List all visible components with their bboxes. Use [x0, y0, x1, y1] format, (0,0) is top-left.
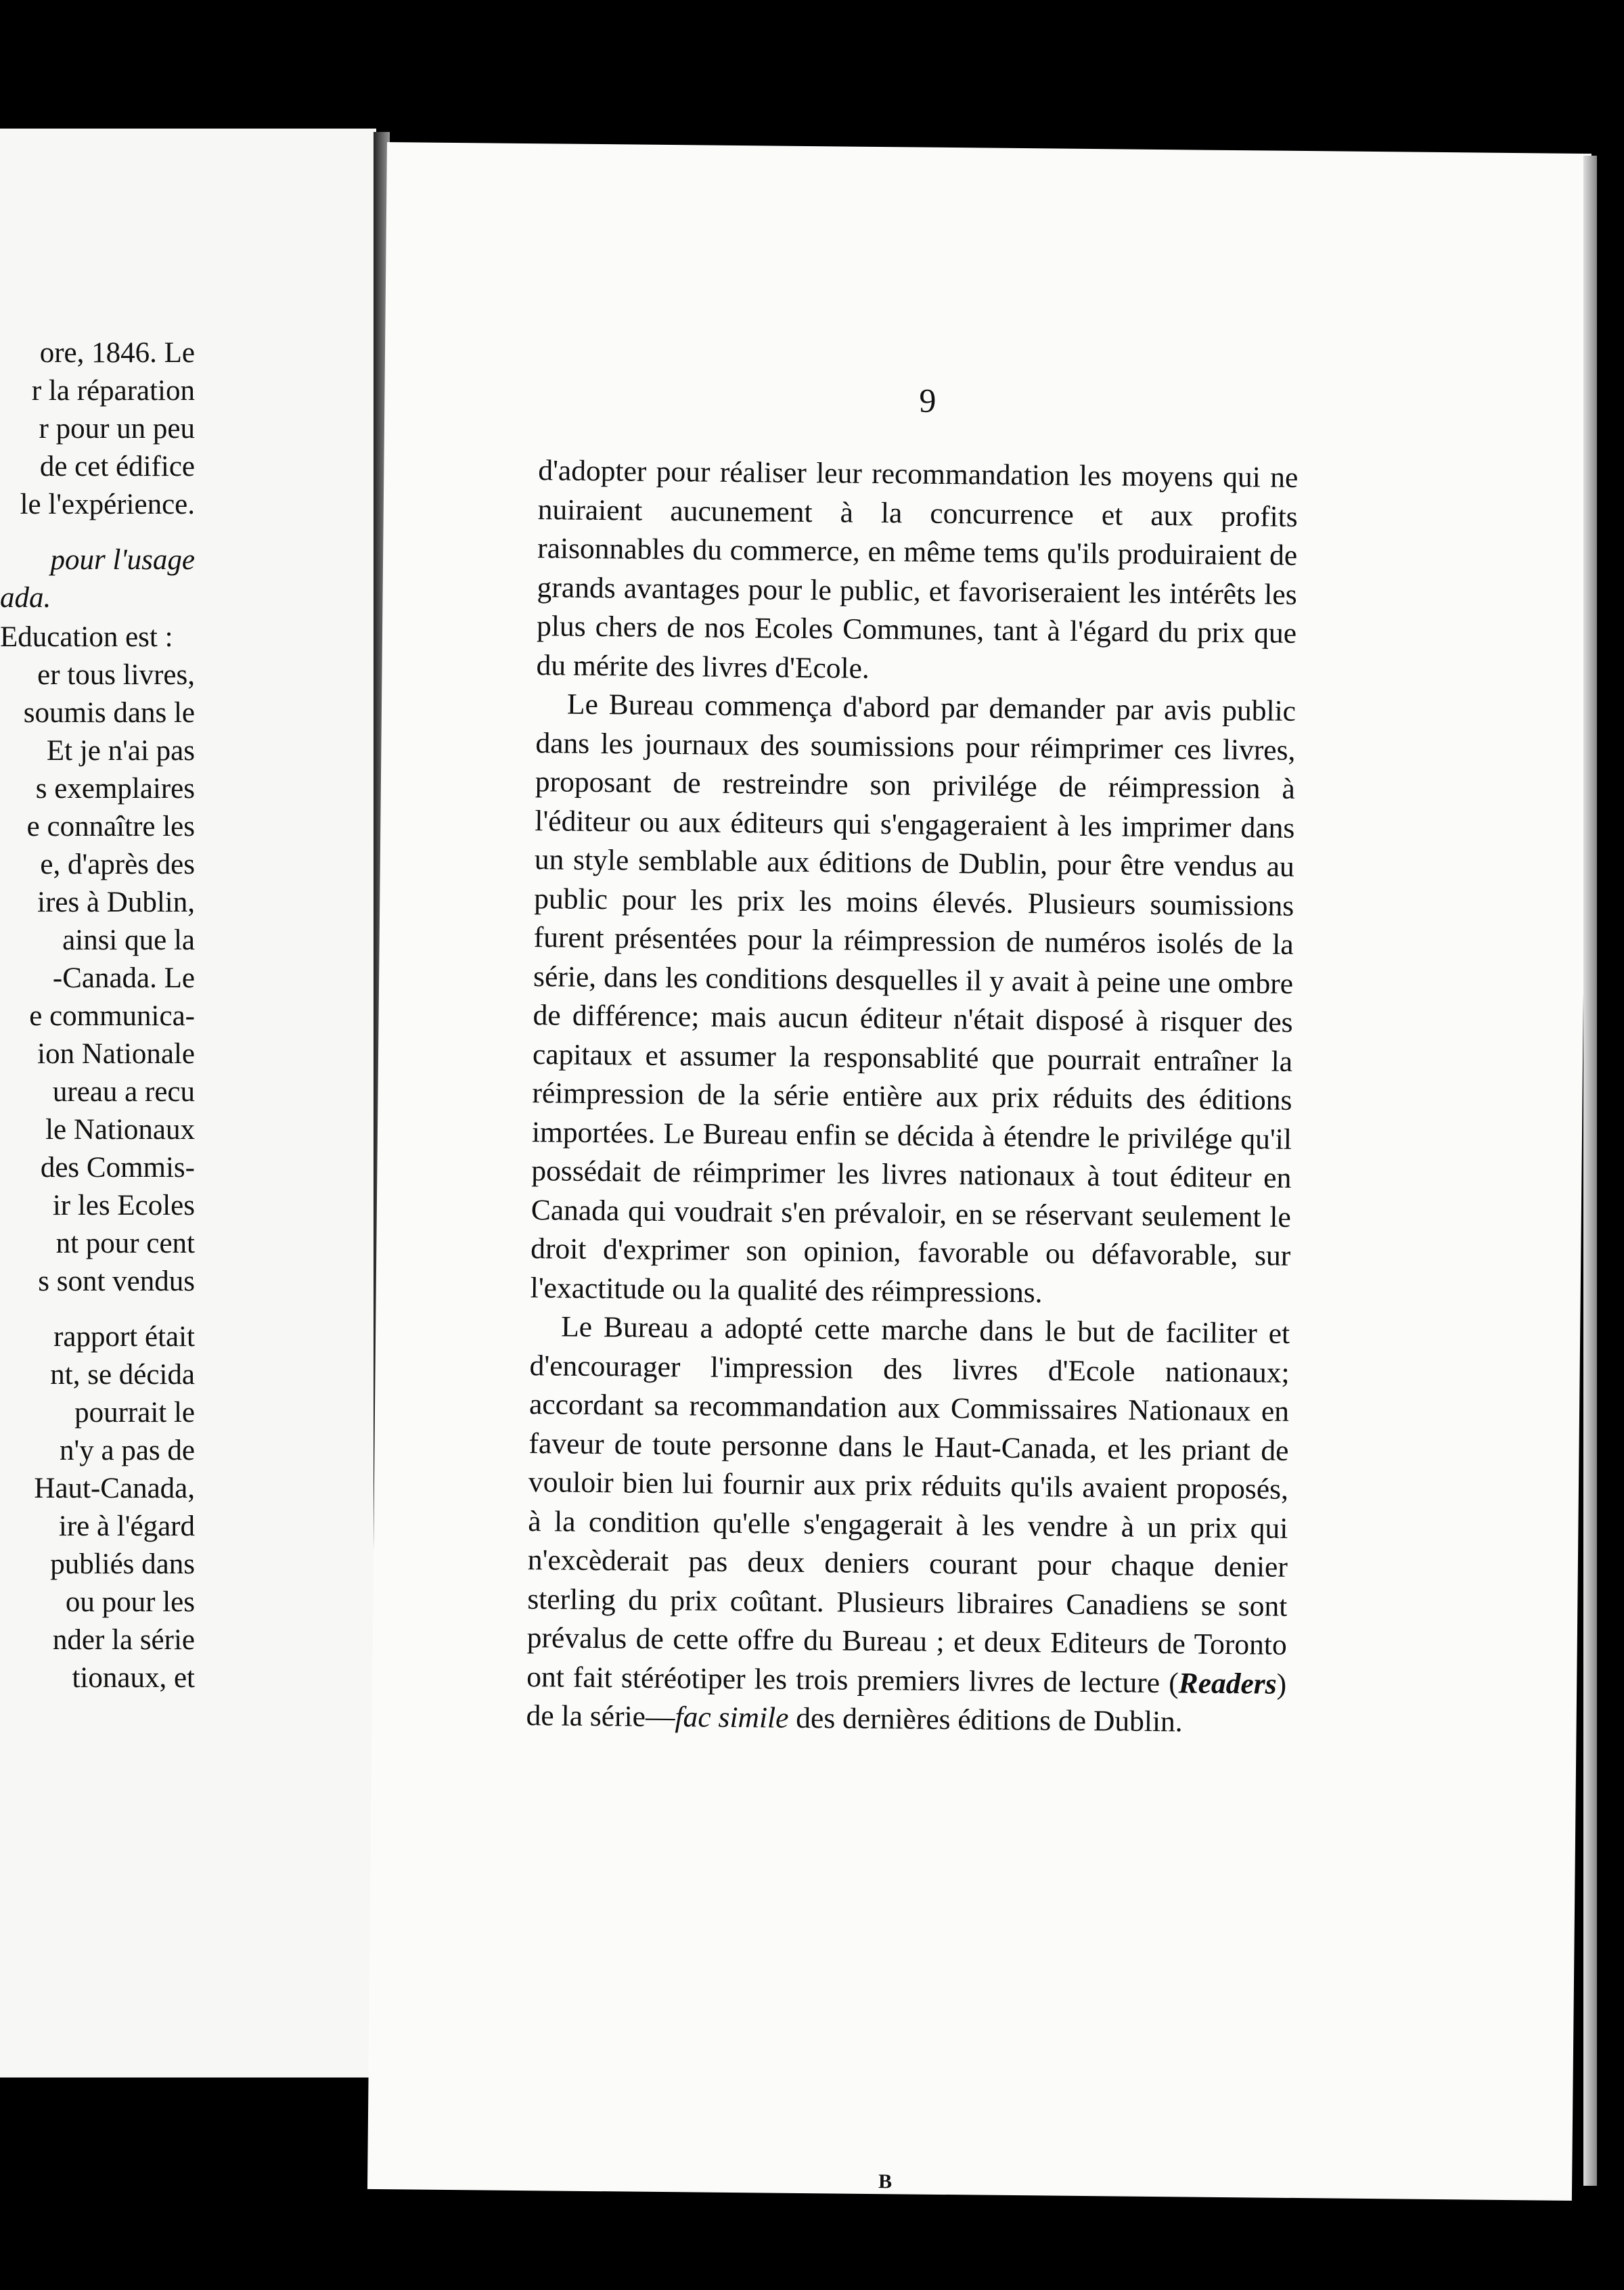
left-page-line: n'y a pas de: [60, 1435, 195, 1466]
left-page-line: e connaître les: [26, 811, 195, 843]
left-page-line: nt pour cent: [55, 1228, 195, 1259]
left-page-line: er tous livres,: [37, 659, 195, 691]
paragraph-2: Le Bureau commença d'abord par demander par avis public dans les journaux des soumissions pour réimprimer ces livres, proposant de restreindre son privilége de réimpression à l'éditeur ou aux éditeurs qui s'engageraient à les imprimer dans un style semblable aux éditions de Dublin, pour être vendus au public pour les prix les moins élevés. Plusieurs soumissions furent présentées pour la réimpression de numéros isolés de la série, dans les conditions desquelles il y avait à peine une ombre de différence; mais aucun éditeur n'était disposé à risquer des capitaux et assumer la responsablité que pourrait entraîner la réimpression de la série entière aux prix réduits des éditions importées. Le Bureau enfin se décida à étendre le privilége qu'il possédait de réimprimer les livres nationaux à tout éditeur en Canada qui voudrait s'en prévaloir, en se réservant seulement le droit d'exprimer son opinion, favorable ou défavorable, sur l'exactitude ou la qualité des réimpressions.: [530, 688, 1296, 1309]
left-page-line: ada.: [0, 582, 51, 614]
left-page-line: s sont vendus: [38, 1265, 195, 1297]
left-page-line: Education est :: [0, 621, 173, 653]
left-page-line: r la réparation: [31, 375, 195, 407]
left-page-line: r pour un peu: [39, 413, 195, 445]
left-page-line: pour l'usage: [50, 544, 195, 576]
left-page-line: ainsi que la: [62, 924, 195, 956]
readers-term: Readers: [1178, 1666, 1277, 1701]
left-page-line: des Commis-: [40, 1152, 195, 1184]
left-page-line: rapport était: [53, 1321, 195, 1353]
right-page: [367, 142, 1592, 2201]
left-page-line: ou pour les: [65, 1586, 195, 1618]
left-page-line: s exemplaires: [35, 773, 195, 805]
left-page-line: ore, 1846. Le: [39, 337, 195, 369]
page-number: 9: [919, 381, 937, 420]
left-page-line: tionaux, et: [72, 1662, 195, 1694]
paragraph-3: [526, 1307, 1290, 1743]
paragraph-3-part-2: ) de la série—: [526, 1667, 1287, 1734]
signature-mark: B: [878, 2170, 893, 2193]
left-page-line: soumis dans le: [23, 697, 195, 729]
left-page-line: e communica-: [29, 1000, 195, 1032]
left-page-line: le l'expérience.: [20, 489, 195, 520]
left-page-line: nt, se décida: [50, 1359, 195, 1391]
left-page-line: ion Nationale: [37, 1038, 195, 1070]
left-page-line: Et je n'ai pas: [46, 735, 195, 767]
page-edge: [1583, 156, 1597, 2186]
left-page-line: ire à l'égard: [58, 1510, 195, 1542]
left-page-line: de cet édifice: [39, 451, 195, 482]
paragraph-3-part-3: des dernières éditions de Dublin.: [788, 1701, 1183, 1738]
left-page-line: Haut-Canada,: [34, 1473, 195, 1504]
left-page-line: ir les Ecoles: [52, 1190, 195, 1221]
left-page-line: le Nationaux: [45, 1114, 195, 1146]
left-page-line: ureau a recu: [52, 1076, 195, 1108]
body-text: [526, 451, 1298, 1743]
paragraph-3-part-1: Le Bureau a adopté cette marche dans le but de faciliter et d'encourager l'impression des livres d'Ecole nationaux; accordant sa recommandation aux Commissaires Nationaux en faveur de toute personne dans le Haut-Canada, et les priant de vouloir bien lui fournir aux prix réduits qu'ils avaient proposés, à la condition qu'elle s'engagerait à les vendre à un prix qui n'excèderait pas deux deniers courant pour chaque denier sterling du prix coûtant. Plusieurs libraires Canadiens se sont prévalus de cette offre du Bureau ; et deux Editeurs de Toronto ont fait stéréotiper les trois premiers livres de lecture (: [526, 1310, 1290, 1699]
left-page-line: e, d'après des: [40, 849, 195, 880]
left-page-line: nder la série: [52, 1624, 195, 1656]
left-page-line: ires à Dublin,: [37, 886, 195, 918]
paragraph-1: d'adopter pour réaliser leur recommandation les moyens qui ne nuiraient aucunement à la concurrence et aux profits raisonnables du commerce, en même tems qu'ils produiraient de grands avantages pour le public, et favoriseraient les intérêts les plus chers de nos Ecoles Communes, tant à l'égard du prix que du mérite des livres d'Ecole.: [536, 454, 1299, 685]
left-page-line: publiés dans: [50, 1548, 195, 1580]
left-page-line: -Canada. Le: [52, 962, 195, 994]
left-page: [0, 129, 376, 2078]
left-page-line: pourrait le: [74, 1397, 195, 1429]
fac-simile-term: fac simile: [675, 1701, 789, 1734]
